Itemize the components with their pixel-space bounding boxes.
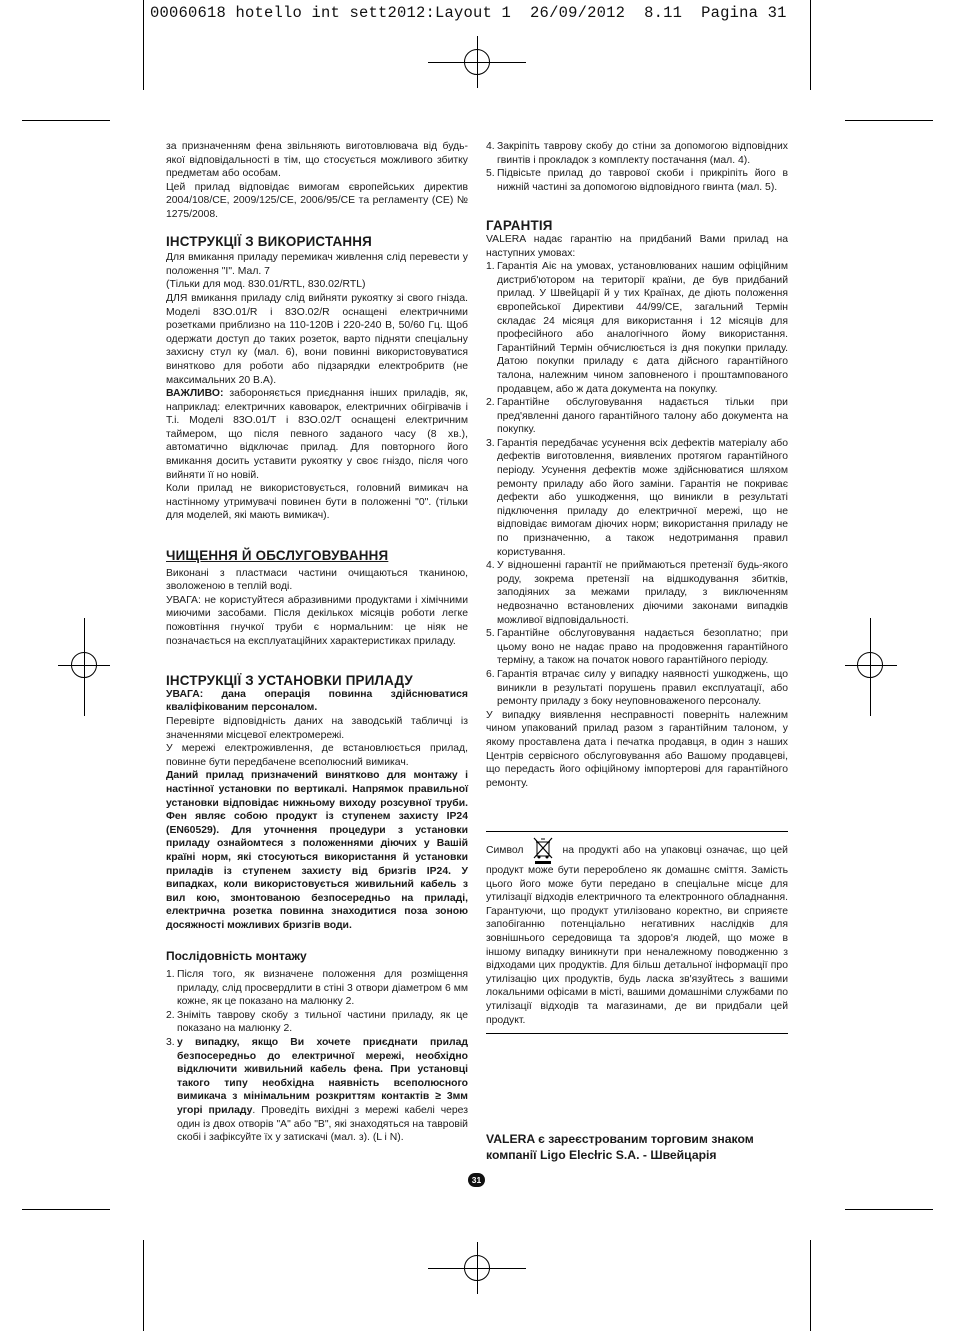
- list-item: [166, 1009, 468, 1036]
- install-warning: УВАГА: дана операція повинна здійснюватися кваліфікованим персоналом.: [166, 688, 468, 714]
- step-text: Після того, як визначене положення для розміщення приладу, слід просвердлити в стіні 3 отвори діаметром 6 мм кожне, як це показано на малюнку 2.: [177, 969, 468, 1008]
- item-text: У відношенні гарантії не приймаються претензії будь-якого роду, зокрема претензії на відшкодування збитків, заподіяних за межами приладу, з виключенням недвозначно встановлених діючими законами випадків можливої відповідальності.: [497, 560, 788, 626]
- item-text: Гарантія Аіє на умовах, установлюваних нашим офіційним дистриб'ютором на території країни, де був придбаний прилад. У Швейцарії й у тих Країнах, де діють положення європейської Директиви 44/99/CE, загальний Термін складає 24 місяця для використання і 12 місяців для професійного або аналогічного йому використання. Гарантійний Термін обчислюється із дня покупки приладу. Датою покупки приладу є дата дійсного гарантійного талона, належним чином заповненого і проштампованого продавцем, або ж дата документа на покупку.: [497, 261, 788, 395]
- crop-mark: [810, 1240, 811, 1331]
- section-title-install: ІНСТРУКЦІЇ З УСТАНОВКИ ПРИЛАДУ: [166, 673, 413, 689]
- usage-paragraph: (Тільки для мод. 830.01/RTL, 830.02/RTL): [166, 279, 366, 291]
- item-number: 6.: [486, 668, 495, 680]
- item-number: 2.: [486, 397, 495, 409]
- item-text: Гарантійне обслуговування надається безоплатно; при цьому воно не надає право на продовження гарантійного терміну, а також на початок нового гарантійного періоду.: [497, 628, 788, 667]
- page-number: 31: [468, 1173, 485, 1187]
- usage-paragraph: ДЛЯ вмикання приладу слід вийняти рукоятку зі свого гнізда. Моделі 83О.01/R і 83О.02/R оснащені електричними розетками приблизно на 110-120В і 220-240 В, 50/60 Гц. Щоб одержати доступ до таких розеток, варто підняти спеціальну захисну стул ку (мал. 6), вони повинні використовуватися винятково для роботи або підзарядки електробритв (не максимальних 20 В.А).: [166, 292, 468, 386]
- list-item: [486, 559, 788, 627]
- usage-paragraph: Для вмикання приладу перемикач живлення слід перевести у положення "I". Мал. 7: [166, 252, 468, 277]
- trademark-text: VALERA є зареєстрованим торговим знаком компанії Ligo Elecłric S.A. - Швейцарія: [486, 1132, 754, 1162]
- item-number: 5.: [486, 628, 495, 640]
- crossed-bin-icon: [532, 836, 554, 864]
- step-number: 3.: [166, 1037, 175, 1049]
- step-number: 1.: [166, 969, 175, 981]
- crop-mark: [143, 1240, 144, 1331]
- weee-paragraph: [486, 836, 788, 1027]
- step-text: Закріпіть тавровy скобу до стіни за допомогою відповідних гвинтів і прокладок з комплекту постачання (мал. 4).: [497, 141, 788, 166]
- item-number: 1.: [486, 261, 495, 273]
- warranty-terms: [486, 260, 788, 709]
- usage-warning: [166, 387, 468, 482]
- weee-text: на продукті або на упаковці означає, що цей продукт може бути перероблено як домашнє сміття. Замість цього його може бути передано в спеціальне місце для утилізації відходів електричного та електронного обладнання. Гарантуючи, що продукт утилізовано коректно, ви сприяєте запобіганню потенціально негативних наслідків для зовнішнього середовища та здоров'я людей, що може в іншому випадку виникнути при неналежному поводженню з відходами цих продуктів. Для більш детальної інформації про утилізацію цих продуктів, будь ласка зв'язуйтесь з вашими локальними офісами в місті, вашими домашніми службами по утилізації відходів та магазинами, де ви придбали цей продукт.: [486, 844, 788, 1026]
- item-text: Гарантійне обслуговування надається тільки при пред'явленні даного гарантійного талону або документа на покупку.: [497, 397, 788, 436]
- intro-paragraph: Цей прилад відповідає вимогам європейських директив 2004/108/CE, 2009/125/CE, 2006/95/CE та регламенту (CE) № 1275/2008.: [166, 181, 468, 220]
- cleaning-paragraph: УВАГА: не користуйтеся абразивними продуктами і хімічними миючими засобами. Після декількох місяців роботи легке пожовтіння гнучкої труби є нормальним: це ніяк не позначається на експлуатаційних характеристиках приладу.: [166, 594, 468, 647]
- crop-mark: [22, 120, 110, 121]
- item-number: 4.: [486, 560, 495, 572]
- crop-mark: [845, 120, 933, 121]
- mounting-steps: [166, 968, 468, 1145]
- crop-mark: [845, 1209, 933, 1210]
- mounting-sequence-title: Послідовність монтажу: [166, 949, 307, 964]
- list-item: [166, 1036, 468, 1145]
- usage-paragraph: Коли прилад не використовується, головний вимикач на настінному утримувачі повинен бути в положенні "0". (тільки для моделей, які мають вимикач).: [166, 483, 468, 522]
- crop-mark: [810, 0, 811, 90]
- install-bold-paragraph: Даний прилад призначений винятково для монтажу і настінної установки по вертикалі. Напрямок правильної установки відповідає нижньому виходу розсувної труби. Фен являє собою продукт із ступенем захисту IP24 (EN60529). Для уточнення процедури з установки приладу ознайомтеся з положеннями діючих у Вашій країні норм, які стосуються використання й установки приладів із ступенем захисту від бризгів IP24. У випадках, коли використовується живильний кабель з вил кою, змонтованою безпосередньо на приладі, електрична розетка повинна знаходитися поза зоною досяжності можливих бризгів води.: [166, 770, 468, 931]
- list-item: [486, 437, 788, 559]
- list-item: [486, 140, 788, 167]
- crop-mark: [143, 0, 144, 90]
- install-paragraph: У мережі електроживлення, де встановлюється прилад, повинне бути передбачене всеполюсний вимикач.: [166, 743, 468, 768]
- divider: [486, 1033, 788, 1034]
- list-item: [486, 396, 788, 437]
- warranty-intro: VALERA надає гарантію на придбаний Вами прилад на наступних умовах:: [486, 233, 788, 259]
- item-text: Гарантія втрачає силу у випадку наявності ушкоджень, що виникли в результаті порушень правил експлуатації, або ремонту приладу з боку неуповноваженого персоналу.: [497, 668, 788, 708]
- warning-label: ВАЖЛИВО:: [166, 388, 224, 400]
- section-title-cleaning: ЧИЩЕННЯ Й ОБСЛУГОВУВАННЯ: [166, 548, 389, 564]
- item-text: Гарантія передбачає усунення всіх дефектів матеріалу або дефектів виготовлення, виявлених протягом гарантійного періоду. Усунення дефектів може здійснюватися шляхом ремонту приладу або його заміни. Гарантія не покриває дефекти або ушкодження, що виникли в результаті підключення приладу до електричної мережі, що не відповідає вимогам діючих норм; використання приладу не по призначенню, а також недотримання правил користування.: [497, 437, 788, 558]
- list-item: [486, 627, 788, 668]
- list-item: [166, 968, 468, 1009]
- cleaning-paragraph: Виконані з пластмаси частини очищаються тканиною, зволоженою в теплій воді.: [166, 567, 468, 593]
- step-text: . Проведіть вихідні з мережі кабелі через один із двох отворів "A" або "B", які знаходяться на тавровій скобі і зафіксуйте їх у затискачі (мал. з). (L і N).: [177, 1105, 468, 1144]
- weee-symbol-label: Символ: [486, 844, 524, 856]
- section-title-warranty: ГАРАНТІЯ: [486, 218, 553, 234]
- step-text: Підвісьте прилад до таврової скоби і прикріпіть його в нижній частині за допомогою відповідного гвинта (мал. 5).: [497, 168, 788, 193]
- install-paragraph: Перевірте відповідність даних на заводській табличці із значеннями місцевої електромережі.: [166, 715, 468, 741]
- list-item: [486, 668, 788, 709]
- item-number: 3.: [486, 437, 495, 449]
- trademark-notice: [486, 1131, 788, 1163]
- intro-paragraph: за призначенням фена звільняють виготовлювача від будь-якої відповідальності в тім, що стосується можливого збитку предметам або особам.: [166, 141, 468, 180]
- right-column: [486, 140, 788, 790]
- weee-notice: [486, 836, 788, 1027]
- print-slug-header: 00060618 hotello int sett2012:Layout 1 26/09/2012 8.11 Pagina 31: [150, 4, 787, 22]
- step-number: 5.: [486, 168, 495, 180]
- left-column: [166, 140, 468, 1145]
- divider: [486, 831, 788, 832]
- warranty-outro: У випадку виявлення несправності поверніть належним чином упакований прилад разом з гарантійним талоном, у якому проставлена дата і печатка продавця, в один з наших Центрів сервісного обслуговування або Вашому продавцеві, що передасть його офіційному імпортерові для гарантійного ремонту.: [486, 709, 788, 789]
- step-number: 4.: [486, 141, 495, 152]
- warning-text: забороняється приєднання інших приладів, як, наприклад: електричних кавоварок, електричних обігрівачів і Т.і. Моделі 83О.01/T і 83О.02/T оснащені електричним таймером, що після певного заданого часу (8 хв.), автоматично відключає прилад. Для повторного його вмикання досить уставити рукоятку у своє гніздо, після чого вийняти її но новій.: [166, 388, 468, 481]
- list-item: [486, 260, 788, 396]
- crop-mark: [22, 1209, 110, 1210]
- step-text-bold: у випадку, якщо Ви хочете приєднати прилад безпосередньо до електричної мережі, необхідно відключити живильний кабель фена. При установці такого типу необхідна наявність всеполюсного вимикача з мінімальним розкриттям контактів ≥ 3мм угорі приладу: [177, 1037, 468, 1116]
- mounting-steps-cont: [486, 140, 788, 194]
- step-number: 2.: [166, 1009, 175, 1021]
- list-item: [486, 167, 788, 194]
- step-text: Зніміть тавровy скобу з тильної частини приладу, як це показано на малюнку 2.: [177, 1009, 468, 1035]
- section-title-usage: ІНСТРУКЦІЇ З ВИКОРИСТАННЯ: [166, 233, 372, 249]
